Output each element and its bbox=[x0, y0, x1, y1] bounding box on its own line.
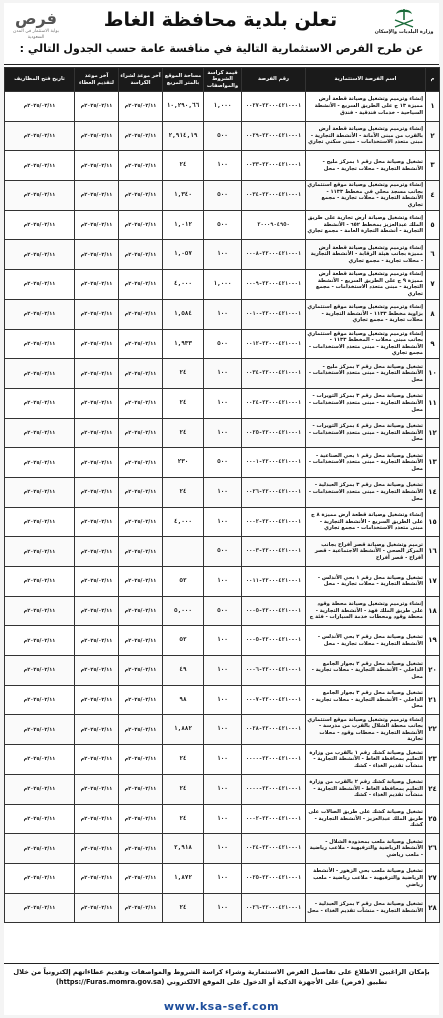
row-guarantee: ١٠٠ bbox=[204, 685, 242, 715]
row-submit-deadline: ٢٠٢٥/٠٢/١١م bbox=[75, 210, 119, 240]
row-buy-deadline: ٢٠٢٥/٠٢/١١م bbox=[119, 745, 163, 775]
table-row bbox=[5, 537, 440, 567]
header-open-date: تاريخ فتح المظاريف bbox=[5, 68, 75, 92]
row-buy-deadline: ٢٠٢٥/٠٢/١١م bbox=[119, 507, 163, 537]
row-seq: ٢١ bbox=[426, 685, 440, 715]
row-submit-deadline: ٢٠٢٥/٠٢/١١م bbox=[75, 626, 119, 656]
row-buy-deadline: ٢٠٢٥/٠٢/١١م bbox=[119, 240, 163, 270]
row-area: ٢٤ bbox=[163, 388, 204, 418]
row-open-date: ٢٠٢٥/٠٢/١١م bbox=[5, 774, 75, 804]
table-row bbox=[5, 774, 440, 804]
row-guarantee: ٥٠٠ bbox=[204, 181, 242, 211]
row-guarantee: ١٠٠ bbox=[204, 151, 242, 181]
row-buy-deadline: ٢٠٢٥/٠٢/١١م bbox=[119, 270, 163, 300]
row-ref: ٠١-٢٢٠٠٠٤٢١٠-٠٠٢٤ bbox=[242, 834, 306, 864]
row-buy-deadline: ٢٠٢٥/٠٢/١١م bbox=[119, 626, 163, 656]
row-ref: ٠١-٢٢٠٠٠٤٢١٠-٠٠٠١ bbox=[242, 448, 306, 478]
row-name: تشغيل وصيانة كشك رقم ٢ بالقرب من وزارة التعليم بمحافظة الغاط - الأنشطة التجارية - منشآت تقديم الغذاء - كشك bbox=[306, 774, 426, 804]
row-seq: ١١ bbox=[426, 388, 440, 418]
row-seq: ١٣ bbox=[426, 448, 440, 478]
row-open-date: ٢٠٢٥/٠٢/١١م bbox=[5, 270, 75, 300]
footer-note: بإمكان الراغبين الاطلاع على تفاصيل الفرص الاستثمارية وشراء كراسة الشروط والمواصفات وتقديم عطاءاتهم إلكترونياً من خلال تطبيق (فرص) على الأجهزة الذكية أو الدخول على الموقع الالكتروني (https://Furas.momra.gov.sa) bbox=[4, 963, 439, 997]
row-ref: ٠١-٢٢٠٠٠٤٢١٠-٠٠٣٣ bbox=[242, 151, 306, 181]
row-ref: ٠١-٢٢٠٠٠٤٢١٠-٠٠٠٢ bbox=[242, 804, 306, 834]
row-buy-deadline: ٢٠٢٥/٠٢/١١م bbox=[119, 567, 163, 597]
row-ref: ٠١-٢٢٠٠٠٤٢١٠-٠٠٠٩ bbox=[242, 270, 306, 300]
row-ref: ٠١-٢٢٠٠٠٤٢١٠-٠٠٠٢ bbox=[242, 507, 306, 537]
row-open-date: ٢٠٢٥/٠٢/١١م bbox=[5, 92, 75, 122]
row-seq: ٤ bbox=[426, 181, 440, 211]
row-area: ٥٢ bbox=[163, 626, 204, 656]
row-area: ٩٨ bbox=[163, 685, 204, 715]
row-seq: ١٥ bbox=[426, 507, 440, 537]
row-name: إنشاء وترميم وتشغيل وصيانة قطعة أرض مميزة ١٣ ج على الطريق السريع - الأنشطة السياحية - خدمات فندقية - فندق bbox=[306, 92, 426, 122]
row-name: ترميم وتشغيل وصيانة قصر أفراح بجانب المركز الصحي - الأنشطة الاجتماعية - قصر أفراح - قصر أفراح bbox=[306, 537, 426, 567]
row-name: تشغيل وصيانة ملعب بحي الزهور - الأنشطة الرياضية والترفيهية - ملاعب رياضية - ملعب رياضي bbox=[306, 863, 426, 893]
row-buy-deadline: ٢٠٢٥/٠٢/١١م bbox=[119, 834, 163, 864]
row-open-date: ٢٠٢٥/٠٢/١١م bbox=[5, 863, 75, 893]
header-ref: رقم الفرصة bbox=[242, 68, 306, 92]
row-seq: ٣ bbox=[426, 151, 440, 181]
row-name: تشغيل وصيانة محل رقم ٣ بجوار الجامع الداخلي - الأنشطة التجارية - محلات تجارية - محل bbox=[306, 685, 426, 715]
row-open-date: ٢٠٢٥/٠٢/١١م bbox=[5, 448, 75, 478]
row-buy-deadline: ٢٠٢٥/٠٢/١١م bbox=[119, 715, 163, 745]
row-guarantee: ٥٠٠ bbox=[204, 121, 242, 151]
row-open-date: ٢٠٢٥/٠٢/١١م bbox=[5, 418, 75, 448]
table-body bbox=[5, 92, 440, 923]
table-row bbox=[5, 270, 440, 300]
row-area: ٢,٩١٤,١٩ bbox=[163, 121, 204, 151]
table-row bbox=[5, 359, 440, 389]
row-ref: ٠١-٢٢٠٠٠٤٢١٠-٠٠٠٨ bbox=[242, 240, 306, 270]
row-submit-deadline: ٢٠٢٥/٠٢/١١م bbox=[75, 270, 119, 300]
row-seq: ٢٣ bbox=[426, 745, 440, 775]
row-submit-deadline: ٢٠٢٥/٠٢/١١م bbox=[75, 804, 119, 834]
row-guarantee: ١٠٠ bbox=[204, 715, 242, 745]
row-open-date: ٢٠٢٥/٠٢/١١م bbox=[5, 329, 75, 359]
row-area: ١,٠٥٧ bbox=[163, 240, 204, 270]
row-area: ١,٠١٢ bbox=[163, 210, 204, 240]
row-open-date: ٢٠٢٥/٠٢/١١م bbox=[5, 893, 75, 923]
row-buy-deadline: ٢٠٢٥/٠٢/١١م bbox=[119, 151, 163, 181]
row-seq: ١ bbox=[426, 92, 440, 122]
row-submit-deadline: ٢٠٢٥/٠٢/١١م bbox=[75, 715, 119, 745]
header bbox=[4, 3, 439, 65]
row-name: تشغيل وصيانة محل رقم ٣ بمركز الثويرات - الأنشطة التجارية - مبنى متعدد الاستخدامات - محل bbox=[306, 388, 426, 418]
table-row bbox=[5, 121, 440, 151]
row-submit-deadline: ٢٠٢٥/٠٢/١١م bbox=[75, 240, 119, 270]
row-submit-deadline: ٢٠٢٥/٠٢/١١م bbox=[75, 685, 119, 715]
row-open-date: ٢٠٢٥/٠٢/١١م bbox=[5, 567, 75, 597]
row-buy-deadline: ٢٠٢٥/٠٢/١١م bbox=[119, 596, 163, 626]
furas-logo-text: فرص bbox=[15, 9, 57, 28]
row-submit-deadline: ٢٠٢٥/٠٢/١١م bbox=[75, 388, 119, 418]
row-guarantee: ٥٠٠ bbox=[204, 210, 242, 240]
row-ref: ٠١-٢٢٠٠٠٤٢١٠-٠٠٠٦ bbox=[242, 656, 306, 686]
row-area: ٢٤ bbox=[163, 745, 204, 775]
row-seq: ١٧ bbox=[426, 567, 440, 597]
row-ref: ٠١-٢٢٠٠٠٤٢١٠-٠٠٢٨ bbox=[242, 715, 306, 745]
row-seq: ١٨ bbox=[426, 596, 440, 626]
row-seq: ٢ bbox=[426, 121, 440, 151]
row-name: إنشاء وترميم وتشغيل وصيانة قطعة أرض مميزة بجانب هيئة الرقابة - الأنشطة التجارية - محلات تجارية - مجمع تجاري bbox=[306, 240, 426, 270]
row-guarantee: ١٠٠ bbox=[204, 418, 242, 448]
row-seq: ٢٦ bbox=[426, 834, 440, 864]
row-buy-deadline: ٢٠٢٥/٠٢/١١م bbox=[119, 388, 163, 418]
row-seq: ١٢ bbox=[426, 418, 440, 448]
row-guarantee: ٥٠٠ bbox=[204, 329, 242, 359]
row-guarantee: ١٠٠ bbox=[204, 567, 242, 597]
row-buy-deadline: ٢٠٢٥/٠٢/١١م bbox=[119, 477, 163, 507]
row-open-date: ٢٠٢٥/٠٢/١١م bbox=[5, 537, 75, 567]
row-ref: ٠١-٢٢٠٠٠٤٢١٠-٠٠٣٤ bbox=[242, 359, 306, 389]
row-area: ٢٤ bbox=[163, 893, 204, 923]
row-ref: ٠١-٢٢٠٠٠٤٢١٠-٠٠٠٠ bbox=[242, 774, 306, 804]
table-row bbox=[5, 477, 440, 507]
row-open-date: ٢٠٢٥/٠٢/١١م bbox=[5, 359, 75, 389]
row-buy-deadline: ٢٠٢٥/٠٢/١١م bbox=[119, 804, 163, 834]
page-subtitle: عن طرح الفرص الاستثمارية التالية في منافسة عامة حسب الجدول التالي : bbox=[19, 42, 424, 55]
row-guarantee: ١٠٠ bbox=[204, 893, 242, 923]
row-buy-deadline: ٢٠٢٥/٠٢/١١م bbox=[119, 656, 163, 686]
row-area bbox=[163, 537, 204, 567]
row-ref: ٠١-٢٢٠٠٠٤٢١٠-٠٠٢٦ bbox=[242, 893, 306, 923]
table-row bbox=[5, 567, 440, 597]
row-ref: ٠١-٢٢٠٠٠٤٢١٠-٠٠٠٠ bbox=[242, 745, 306, 775]
row-submit-deadline: ٢٠٢٥/٠٢/١١م bbox=[75, 448, 119, 478]
table-row bbox=[5, 507, 440, 537]
row-ref: ٠١-٢٢٠٠٠٤٢١٠-٠٠٢٦ bbox=[242, 477, 306, 507]
opportunities-table bbox=[4, 67, 440, 923]
row-seq: ٩ bbox=[426, 329, 440, 359]
row-name: تشغيل وصيانة محل رقم ٢ بمركز مليح - الأنشطة التجارية - مبنى متعدد الاستخدامات - محل bbox=[306, 359, 426, 389]
table-row bbox=[5, 596, 440, 626]
row-name: تشغيل وصيانة محل رقم ٢ بجوار الجامع الداخلي - الأنشطة التجارية - محلات تجارية - محل bbox=[306, 656, 426, 686]
table-row bbox=[5, 893, 440, 923]
page-title: تعلن بلدية محافظة الغاط bbox=[103, 9, 338, 31]
row-area: ٥,٠٠٠ bbox=[163, 596, 204, 626]
advertisement-page bbox=[4, 3, 439, 1015]
row-name: تشغيل وصيانة محل رقم ١ بمركز مليح - الأنشطة التجارية - محلات تجارية - محل bbox=[306, 151, 426, 181]
row-area: ١,٩٣٣ bbox=[163, 329, 204, 359]
row-open-date: ٢٠٢٥/٠٢/١١م bbox=[5, 715, 75, 745]
row-area: ٢,٩١٨ bbox=[163, 834, 204, 864]
row-ref: ٠١-٢٢٠٠٠٤٢١٠-٠٠٠٣ bbox=[242, 537, 306, 567]
table-row bbox=[5, 804, 440, 834]
table-row bbox=[5, 210, 440, 240]
row-area: ١,٨٧٢ bbox=[163, 863, 204, 893]
row-name: إنشاء وتشغيل وصيانة أرض تجارية على طريق الملك عبدالعزيز بمخطط ٦٥٢ - الأنشطة التجارية - أنشطة التجارة العامة - مجمع تجاري bbox=[306, 210, 426, 240]
row-submit-deadline: ٢٠٢٥/٠٢/١١م bbox=[75, 656, 119, 686]
row-name: تشغيل وصيانة محل رقم ١ بحي الصناعية - الأنشطة التجارية - مبنى متعدد الاستخدامات - محل bbox=[306, 448, 426, 478]
row-seq: ١٩ bbox=[426, 626, 440, 656]
row-ref: ٠١-٢٢٠٠٠٤٢١٠-٠٠٠٥ bbox=[242, 626, 306, 656]
row-area: ٤,٠٠٠ bbox=[163, 270, 204, 300]
row-submit-deadline: ٢٠٢٥/٠٢/١١م bbox=[75, 151, 119, 181]
row-submit-deadline: ٢٠٢٥/٠٢/١١م bbox=[75, 299, 119, 329]
header-submit-deadline: آخر موعد لتقديم العطاء bbox=[75, 68, 119, 92]
table-row bbox=[5, 834, 440, 864]
row-open-date: ٢٠٢٥/٠٢/١١م bbox=[5, 834, 75, 864]
row-guarantee: ١٠٠ bbox=[204, 507, 242, 537]
row-ref: ٠١-٢٢٠٠٠٤٢١٠-٠٠١٠ bbox=[242, 299, 306, 329]
row-submit-deadline: ٢٠٢٥/٠٢/١١م bbox=[75, 774, 119, 804]
row-submit-deadline: ٢٠٢٥/٠٢/١١م bbox=[75, 596, 119, 626]
row-area: ٤,٠٠٠ bbox=[163, 507, 204, 537]
row-ref: ٠١-٢٢٠٠٠٤٢١٠-٠٠٣٤ bbox=[242, 181, 306, 211]
row-name: تشغيل وصيانة محل رقم ٤ بمركز الثويرات - الأنشطة التجارية - مبنى متعدد الاستخدامات - محل bbox=[306, 418, 426, 448]
row-open-date: ٢٠٢٥/٠٢/١١م bbox=[5, 804, 75, 834]
table-row bbox=[5, 685, 440, 715]
row-guarantee: ١٠٠ bbox=[204, 774, 242, 804]
row-guarantee: ١٠٠ bbox=[204, 745, 242, 775]
table-row bbox=[5, 448, 440, 478]
row-seq: ٢٨ bbox=[426, 893, 440, 923]
row-seq: ٥ bbox=[426, 210, 440, 240]
row-buy-deadline: ٢٠٢٥/٠٢/١١م bbox=[119, 121, 163, 151]
furas-logo-subtext: بوابة الاستثمار في المدن السعودية bbox=[12, 29, 60, 40]
row-open-date: ٢٠٢٥/٠٢/١١م bbox=[5, 388, 75, 418]
row-buy-deadline: ٢٠٢٥/٠٢/١١م bbox=[119, 359, 163, 389]
palm-swords-emblem-icon bbox=[391, 7, 417, 29]
row-guarantee: ١٠٠ bbox=[204, 626, 242, 656]
row-submit-deadline: ٢٠٢٥/٠٢/١١م bbox=[75, 893, 119, 923]
row-seq: ٦ bbox=[426, 240, 440, 270]
row-area: ٥٢ bbox=[163, 567, 204, 597]
row-submit-deadline: ٢٠٢٥/٠٢/١١م bbox=[75, 359, 119, 389]
row-submit-deadline: ٢٠٢٥/٠٢/١١م bbox=[75, 863, 119, 893]
row-name: تشغيل وصيانة كشك رقم ١ بالقرب من وزارة التعليم بمحافظة الغاط - الأنشطة التجارية - منشآت تقديم الغذاء - كشك bbox=[306, 745, 426, 775]
row-guarantee: ١٠٠ bbox=[204, 804, 242, 834]
row-ref: ٠١-٢٢٠٠٠٤٢١٠-٠٠٢٥ bbox=[242, 418, 306, 448]
row-submit-deadline: ٢٠٢٥/٠٢/١١م bbox=[75, 329, 119, 359]
row-guarantee: ١٠٠ bbox=[204, 477, 242, 507]
ministry-name: وزارة البلديات والإسكان bbox=[374, 29, 434, 35]
row-name: تشغيل وصيانة ملعب بمحدودة الشلال - الأنشطة الرياضية والترفيهية - ملاعب رياضية - ملعب رياضي bbox=[306, 834, 426, 864]
row-submit-deadline: ٢٠٢٥/٠٢/١١م bbox=[75, 834, 119, 864]
header-name: اسم الفرصة الاستثمارية bbox=[306, 68, 426, 92]
row-open-date: ٢٠٢٥/٠٢/١١م bbox=[5, 507, 75, 537]
table-row bbox=[5, 715, 440, 745]
row-area: ١,٣٤٠ bbox=[163, 181, 204, 211]
row-open-date: ٢٠٢٥/٠٢/١١م bbox=[5, 210, 75, 240]
row-open-date: ٢٠٢٥/٠٢/١١م bbox=[5, 299, 75, 329]
row-submit-deadline: ٢٠٢٥/٠٢/١١م bbox=[75, 181, 119, 211]
row-buy-deadline: ٢٠٢٥/٠٢/١١م bbox=[119, 210, 163, 240]
row-name: إنشاء وترميم وتشغيل وصيانة قطعة أرض مميزة ٩ ج على الطريق السريع - الأنشطة التجارية - مبنى متعدد الاستخدامات - مجمع تجاري bbox=[306, 270, 426, 300]
row-name: تشغيل وصيانة محل رقم ٣ بمركز العبدلية - الأنشطة التجارية - مبنى متعدد الاستخدامات - محل bbox=[306, 477, 426, 507]
row-open-date: ٢٠٢٥/٠٢/١١م bbox=[5, 121, 75, 151]
row-seq: ١٠ bbox=[426, 359, 440, 389]
row-ref: ٢٠٠٠٩٠٤٩٥٠ bbox=[242, 210, 306, 240]
row-guarantee: ١,٠٠٠ bbox=[204, 92, 242, 122]
row-seq: ٢٢ bbox=[426, 715, 440, 745]
row-buy-deadline: ٢٠٢٥/٠٢/١١م bbox=[119, 329, 163, 359]
ministry-logo bbox=[373, 7, 435, 57]
row-open-date: ٢٠٢٥/٠٢/١١م bbox=[5, 181, 75, 211]
header-seq: م bbox=[426, 68, 440, 92]
row-name: إنشاء وترميم وتشغيل وصيانة قطعة أرض بالقرب من مبنى الأمانة - الأنشطة التجارية - مبنى متعدد الاستخدامات - مبنى سكني تجاري bbox=[306, 121, 426, 151]
row-ref: ٠١-٢٢٠٠٠٤٢١٠-٠٠٢٤ bbox=[242, 388, 306, 418]
row-buy-deadline: ٢٠٢٥/٠٢/١١م bbox=[119, 448, 163, 478]
row-area: ٢٤ bbox=[163, 477, 204, 507]
row-open-date: ٢٠٢٥/٠٢/١١م bbox=[5, 596, 75, 626]
table-row bbox=[5, 388, 440, 418]
row-submit-deadline: ٢٠٢٥/٠٢/١١م bbox=[75, 507, 119, 537]
table-row bbox=[5, 626, 440, 656]
row-name: إنشاء وتشغيل وصيانة قطعة أرض مميزة ٨ ج على الطريق السريع - الأنشطة التجارية - مبنى متعدد الاستخدامات - مجمع تجاري bbox=[306, 507, 426, 537]
header-buy-deadline: آخر موعد لشراء الكراسة bbox=[119, 68, 163, 92]
row-submit-deadline: ٢٠٢٥/٠٢/١١م bbox=[75, 745, 119, 775]
row-area: ٢٤ bbox=[163, 804, 204, 834]
row-buy-deadline: ٢٠٢٥/٠٢/١١م bbox=[119, 181, 163, 211]
row-submit-deadline: ٢٠٢٥/٠٢/١١م bbox=[75, 537, 119, 567]
row-open-date: ٢٠٢٥/٠٢/١١م bbox=[5, 685, 75, 715]
row-buy-deadline: ٢٠٢٥/٠٢/١١م bbox=[119, 418, 163, 448]
row-submit-deadline: ٢٠٢٥/٠٢/١١م bbox=[75, 567, 119, 597]
header-guarantee: قيمة كراسة الشروط والمواصفات bbox=[204, 68, 242, 92]
row-seq: ٧ bbox=[426, 270, 440, 300]
row-guarantee: ٥٠٠ bbox=[204, 537, 242, 567]
row-area: ٢٤ bbox=[163, 774, 204, 804]
row-area: ١,٨٨٢ bbox=[163, 715, 204, 745]
row-area: ٢٤ bbox=[163, 418, 204, 448]
row-area: ٢٤ bbox=[163, 359, 204, 389]
table-row bbox=[5, 656, 440, 686]
row-open-date: ٢٠٢٥/٠٢/١١م bbox=[5, 240, 75, 270]
row-buy-deadline: ٢٠٢٥/٠٢/١١م bbox=[119, 299, 163, 329]
row-area: ١,٥٨٤ bbox=[163, 299, 204, 329]
row-area: ١٠,٢٩٠,٦٦ bbox=[163, 92, 204, 122]
row-submit-deadline: ٢٠٢٥/٠٢/١١م bbox=[75, 92, 119, 122]
row-open-date: ٢٠٢٥/٠٢/١١م bbox=[5, 745, 75, 775]
row-name: تشغيل وصيانة محل رقم ١ بحي الأندلس - الأنشطة التجارية - محلات تجارية - محل bbox=[306, 567, 426, 597]
row-buy-deadline: ٢٠٢٥/٠٢/١١م bbox=[119, 863, 163, 893]
row-name: تشغيل وصيانة كشك على طريق الصالات على طريق الملك عبدالعزيز - الأنشطة التجارية - كشك bbox=[306, 804, 426, 834]
row-submit-deadline: ٢٠٢٥/٠٢/١١م bbox=[75, 418, 119, 448]
row-ref: ٠١-٢٢٠٠٠٤٢١٠-٠٠٢٩ bbox=[242, 121, 306, 151]
row-area: ٤٩ bbox=[163, 656, 204, 686]
row-submit-deadline: ٢٠٢٥/٠٢/١١م bbox=[75, 477, 119, 507]
row-area: ٢٤ bbox=[163, 151, 204, 181]
table-row bbox=[5, 863, 440, 893]
row-open-date: ٢٠٢٥/٠٢/١١م bbox=[5, 656, 75, 686]
row-guarantee: ١,٠٠٠ bbox=[204, 270, 242, 300]
row-ref: ٠١-٢٢٠٠٠٤٢١٠-٠٠١١ bbox=[242, 567, 306, 597]
row-name: إنشاء وترميم وتشغيل وصيانة موقع استثماري بجانب محطة الشلال بالقرب من مدرسة - الأنشطة التجارية - محطات وقود - محلات تجارية bbox=[306, 715, 426, 745]
row-guarantee: ١٠٠ bbox=[204, 240, 242, 270]
row-buy-deadline: ٢٠٢٥/٠٢/١١م bbox=[119, 685, 163, 715]
row-seq: ١٤ bbox=[426, 477, 440, 507]
row-guarantee: ١٠٠ bbox=[204, 388, 242, 418]
header-area: مساحة الموقع بالمتر المربع bbox=[163, 68, 204, 92]
table-row bbox=[5, 151, 440, 181]
row-guarantee: ١٠٠ bbox=[204, 299, 242, 329]
row-ref: ٠١-٢٢٠٠٠٤٢١٠-٠٠٠٥ bbox=[242, 596, 306, 626]
row-buy-deadline: ٢٠٢٥/٠٢/١١م bbox=[119, 537, 163, 567]
row-buy-deadline: ٢٠٢٥/٠٢/١١م bbox=[119, 893, 163, 923]
table-row bbox=[5, 329, 440, 359]
row-seq: ٨ bbox=[426, 299, 440, 329]
row-guarantee: ١٠٠ bbox=[204, 834, 242, 864]
table-row bbox=[5, 745, 440, 775]
row-name: تشغيل وصيانة محل رقم ٢ بحي الأندلس - الأنشطة التجارية - محلات تجارية - محل bbox=[306, 626, 426, 656]
table-row bbox=[5, 299, 440, 329]
row-seq: ٢٧ bbox=[426, 863, 440, 893]
row-ref: ٠١-٢٢٠٠٠٤٢١٠-٠٠٠٧ bbox=[242, 685, 306, 715]
table-row bbox=[5, 418, 440, 448]
row-ref: ٠١-٢٢٠٠٠٤٢١٠-٠٠٢٧ bbox=[242, 92, 306, 122]
table-row bbox=[5, 181, 440, 211]
row-buy-deadline: ٢٠٢٥/٠٢/١١م bbox=[119, 92, 163, 122]
table-row bbox=[5, 240, 440, 270]
row-seq: ١٦ bbox=[426, 537, 440, 567]
row-name: إنشاء وترميم وتشغيل وصيانة موقع استثماري بجانب مسجد محلي في مخطط ١١٣٣ - الأنشطة التجارية - محلات تجارية - مجمع تجاري bbox=[306, 181, 426, 211]
row-name: إنشاء وترميم وتشغيل وصيانة موقع استثماري بزاوية مخطط ١١٣٣ - الأنشطة التجارية - محلات تجارية - مجمع تجاري bbox=[306, 299, 426, 329]
row-open-date: ٢٠٢٥/٠٢/١١م bbox=[5, 477, 75, 507]
row-name: تشغيل وصيانة محل رقم ٢ بمركز العبدلية - الأنشطة التجارية - منشآت تقديم الغذاء - محل bbox=[306, 893, 426, 923]
row-seq: ٢٤ bbox=[426, 774, 440, 804]
row-guarantee: ١٠٠ bbox=[204, 656, 242, 686]
row-submit-deadline: ٢٠٢٥/٠٢/١١م bbox=[75, 121, 119, 151]
row-guarantee: ٥٠٠ bbox=[204, 596, 242, 626]
row-seq: ٢٠ bbox=[426, 656, 440, 686]
table-header-row bbox=[5, 68, 440, 92]
row-guarantee: ٥٠٠ bbox=[204, 448, 242, 478]
row-open-date: ٢٠٢٥/٠٢/١١م bbox=[5, 626, 75, 656]
table-row bbox=[5, 92, 440, 122]
watermark-url: www.ksa-sef.com bbox=[163, 1000, 280, 1013]
row-ref: ٠١-٢٢٠٠٠٤٢١٠-٠٠٢٥ bbox=[242, 863, 306, 893]
row-seq: ٢٥ bbox=[426, 804, 440, 834]
row-buy-deadline: ٢٠٢٥/٠٢/١١م bbox=[119, 774, 163, 804]
row-guarantee: ١٠٠ bbox=[204, 359, 242, 389]
row-ref: ٠١-٢٢٠٠٠٤٢١٠-٠٠١٢ bbox=[242, 329, 306, 359]
row-area: ٢٣٠ bbox=[163, 448, 204, 478]
row-open-date: ٢٠٢٥/٠٢/١١م bbox=[5, 151, 75, 181]
row-name: إنشاء وترميم وتشغيل وصيانة محطة وقود على طريق الملك فهد - الأنشطة التجارية - محطة وقود ومحطات خدمة السيارات - فئة ج bbox=[306, 596, 426, 626]
row-name: إنشاء وترميم وتشغيل وصيانة موقع استثماري بجانب مبنى محلات - المخطط ١١٣٣ - الأنشطة التجارية - مبنى متعدد الاستخدامات - مجمع تجاري bbox=[306, 329, 426, 359]
row-guarantee: ١٠٠ bbox=[204, 863, 242, 893]
